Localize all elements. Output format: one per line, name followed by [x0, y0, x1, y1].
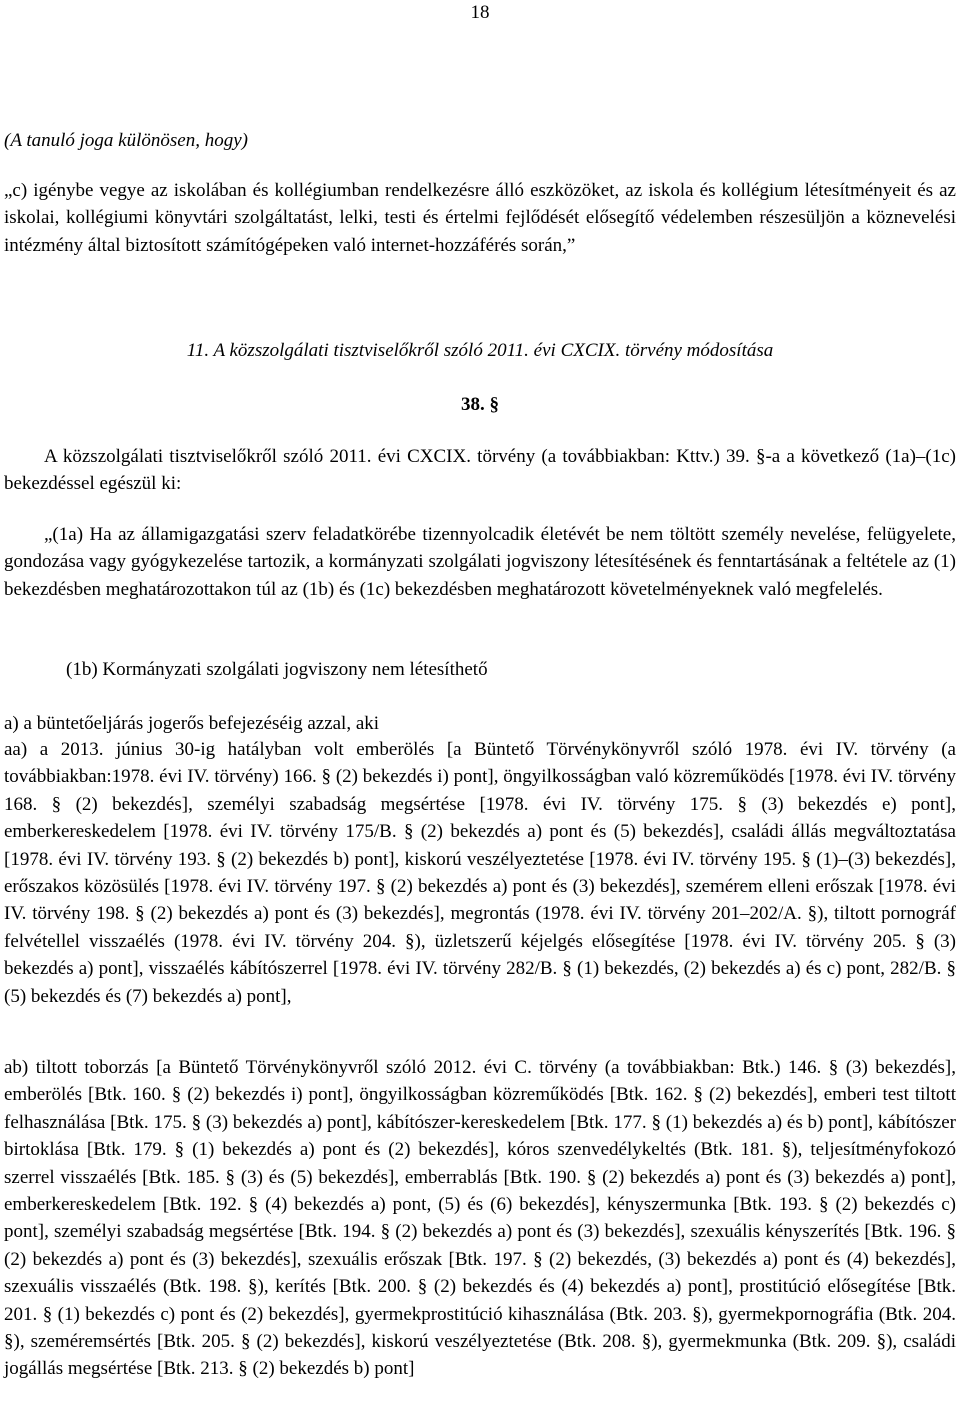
- paragraph-1b-text: (1b) Kormányzati szolgálati jogviszony nem létesíthető: [66, 659, 488, 680]
- line-a-text: a) a büntetőeljárás jogerős befejezéséig azzal, aki: [4, 713, 380, 734]
- page-number: 18: [470, 2, 490, 23]
- intro-italic: [4, 127, 956, 154]
- paragraph-ab-text: ab) tiltott toborzás [a Büntető Törvénykönyvről szóló 2012. évi C. törvény (a továbbiakban: Btk.) 146. § (3) bekezdés], emberölés [Btk. 160. § (2) bekezdés i) pont], öngyilkosságban közreműködés [Btk. 162. § (2) bekezdés], emberi test tiltott felhasználása [Btk. 175. § (3) bekezdés a) pont], kábítószer-kereskedelem [Btk. 177. § (1) bekezdés a) és b) pont], kábítószer birtoklása [Btk. 179. § (1) bekezdés a) pont és (2) bekezdés], kóros szenvedélykeltés (Btk. 181. §), teljesítményfokozó szerrel visszaélés [Btk. 185. § (3) és (5) bekezdés], emberrablás [Btk. 190. § (2) bekezdés a) pont és (3) bekezdés a) pont], emberkereskedelem [Btk. 192. § (4) bekezdés a) pont, (5) és (6) bekezdés], kényszermunka [Btk. 193. § (2) bekezdés c) pont], személyi szabadság megsértése [Btk. 194. § (2) bekezdés a) pont és (3) bekezdés], szexuális kényszerítés [Btk. 196. § (2) bekezdés a) pont és (3) bekezdés], szexuális erőszak [Btk. 197. § (2) bekezdés, (3) bekezdés a) pont és (4) bekezdés], szexuális visszaélés (Btk. 198. §), kerítés [Btk. 200. § (2) bekezdés és (4) bekezdés a) pont], prostitúció elősegítése [Btk. 201. § (1) bekezdés c) pont és (2) bekezdés], gyermekprostitúció kihasználása (Btk. 203. §), gyermekpornográfia (Btk. 204. §), szeméremsértés [Btk. 205. § (2) bekezdés], kiskorú veszélyeztetése (Btk. 208. §), gyermekmunka (Btk. 209. §), családi jogállás megsértése [Btk. 213. § (2) bekezdés b) pont]: [4, 1057, 956, 1380]
- section-number-text: 38. §: [461, 394, 499, 415]
- intro-italic-text: (A tanuló joga különösen, hogy): [4, 130, 248, 151]
- paragraph-aa: [4, 736, 956, 1010]
- section-heading: [4, 337, 956, 364]
- quote-c-text: „c) igénybe vegye az iskolában és kollégiumban rendelkezésre álló eszközöket, az iskola és kollégium létesítményeit és az iskolai, kollégiumi könyvtári szolgáltatást, lelki, testi és értelmi fejlődését elősegítő védelemben részesüljön a köznevelési intézmény által biztosított számítógépeken való internet-hozzáférés során,”: [4, 180, 956, 256]
- paragraph-aa-text: aa) a 2013. június 30-ig hatályban volt emberölés [a Büntető Törvénykönyvről szóló 1978. évi IV. törvény (a továbbiakban:1978. évi IV. törvény) 166. § (2) bekezdés i) pont], öngyilkosságban való közreműködés [1978. évi IV. törvény 168. § (2) bekezdés], személyi szabadság megsértése [1978. évi IV. törvény 175. § (3) bekezdés e) pont], emberkereskedelem [1978. évi IV. törvény 175/B. § (2) bekezdés a) pont és (5) bekezdés], családi állás megváltoztatása [1978. évi IV. törvény 193. § (2) bekezdés b) pont], kiskorú veszélyeztetése [1978. évi IV. törvény 195. § (1)–(3) bekezdés], erőszakos közösülés [1978. évi IV. törvény 197. § (2) bekezdés a) pont és (3) bekezdés], szemérem elleni erőszak [1978. évi IV. törvény 198. § (2) bekezdés a) pont és (3) bekezdés], megrontás (1978. évi IV. törvény 201–202/A. §), tiltott pornográf felvétellel visszaélés (1978. évi IV. törvény 204. §), üzletszerű kéjelgés elősegítése [1978. évi IV. törvény 205. § (3) bekezdés a) pont], visszaélés kábítószerrel [1978. évi IV. törvény 282/B. § (1) bekezdés, (2) bekezdés a) és c) pont, 282/B. § (5) bekezdés és (7) bekezdés a) pont],: [4, 739, 956, 1007]
- section-heading-text: 11. A közszolgálati tisztviselőkről szóló 2011. évi CXCIX. törvény módosítása: [186, 340, 774, 361]
- paragraph-ab: [4, 1054, 956, 1383]
- quote-c-paragraph: [4, 177, 956, 259]
- section-number: [4, 391, 956, 418]
- paragraph-1a: [4, 521, 956, 603]
- paragraph-1b: [4, 656, 956, 683]
- intro-paragraph-text: A közszolgálati tisztviselőkről szóló 2011. évi CXCIX. törvény (a továbbiakban: Kttv.) 39. §-a a következő (1a)–(1c) bekezdéssel egészül ki:: [4, 446, 956, 495]
- line-a: [4, 710, 956, 737]
- paragraph-1a-text: „(1a) Ha az államigazgatási szerv feladatkörébe tizennyolcadik életévét be nem töltött személy nevelése, felügyelete, gondozása vagy gyógykezelése tartozik, a kormányzati szolgálati jogviszony létesítésének és fenntartásának a feltétele az (1) bekezdésben meghatározottakon túl az (1b) és (1c) bekezdésben meghatározott követelményeknek való megfelelés.: [4, 524, 956, 600]
- intro-paragraph: [4, 443, 956, 498]
